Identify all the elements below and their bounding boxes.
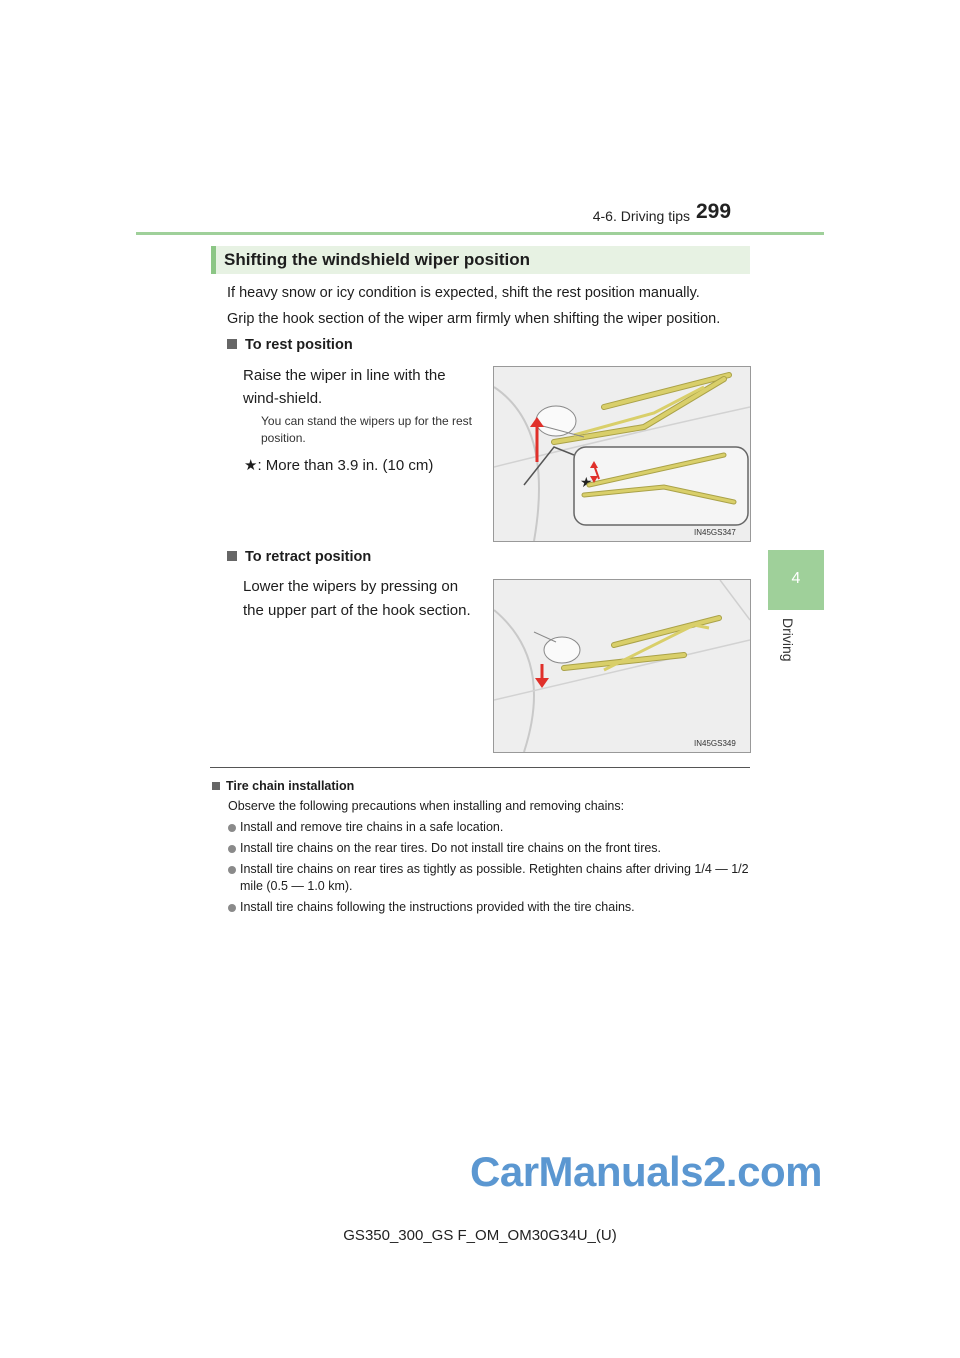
bullet-icon — [228, 904, 236, 912]
page-number: 299 — [696, 200, 732, 223]
header-divider — [136, 232, 824, 235]
rest-position-figure — [493, 366, 751, 542]
header-section-title: 4-6. Driving tips — [592, 208, 690, 224]
section-title: Shifting the windshield wiper position — [211, 246, 750, 274]
tire-chain-bullet-2 — [228, 840, 750, 857]
square-bullet-icon — [212, 782, 220, 790]
intro-paragraph-2: Grip the hook section of the wiper arm firmly when shifting the wiper position. — [227, 311, 721, 327]
notes-divider — [210, 767, 750, 768]
tire-chain-heading — [212, 779, 354, 793]
star-icon: ★ — [244, 457, 258, 474]
tire-chain-bullet-4 — [228, 899, 750, 916]
tire-chain-intro: Observe the following precautions when installing and removing chains: — [228, 799, 625, 813]
chapter-tab-number: 4 — [791, 570, 801, 587]
square-bullet-icon — [227, 339, 237, 349]
chapter-tab-label — [780, 618, 800, 678]
rest-position-heading — [227, 337, 353, 353]
retract-position-heading-text: To retract position — [245, 549, 372, 565]
retract-position-heading — [227, 549, 371, 565]
tire-chain-bullet-text: Install tire chains following the instructions provided with the tire chains. — [240, 900, 635, 914]
tire-chain-heading-text: Tire chain installation — [226, 779, 355, 793]
star-line-text: : More than 3.9 in. (10 cm) — [257, 457, 434, 474]
rest-position-note: You can stand the wipers up for the rest position. — [261, 414, 473, 445]
document-footer: GS350_300_GS F_OM_OM30G34U_(U) — [343, 1227, 617, 1244]
retract-figure-code: IN45GS349 — [694, 739, 736, 748]
retract-position-illustration — [494, 580, 750, 752]
bullet-icon — [228, 824, 236, 832]
tire-chain-bullet-3 — [228, 861, 754, 895]
tire-chain-bullet-1 — [228, 819, 750, 836]
tire-chain-bullet-text: Install tire chains on the rear tires. Do not install tire chains on the front tires. — [240, 841, 662, 855]
chapter-tab-label-text: Driving — [780, 618, 796, 662]
watermark-logo: CarManuals2.com — [470, 1148, 822, 1195]
retract-position-figure — [493, 579, 751, 753]
bullet-icon — [228, 866, 236, 874]
retract-position-body: Lower the wipers by pressing on the upper part of the hook section. — [243, 578, 471, 619]
bullet-icon — [228, 845, 236, 853]
rest-position-heading-text: To rest position — [245, 337, 353, 353]
square-bullet-icon — [227, 551, 237, 561]
rest-position-body: Raise the wiper in line with the wind-shield. — [243, 367, 446, 407]
rest-figure-code: IN45GS347 — [694, 528, 736, 537]
rest-position-star-line — [244, 454, 433, 477]
rest-position-illustration — [494, 367, 750, 541]
svg-text:★: ★ — [580, 475, 593, 491]
tire-chain-bullet-text: Install and remove tire chains in a safe location. — [240, 820, 504, 834]
intro-paragraph-1: If heavy snow or icy condition is expected, shift the rest position manually. — [227, 285, 700, 301]
tire-chain-bullet-text: Install tire chains on rear tires as tightly as possible. Retighten chains after driving 1/4 — 1/2 mile (0.5 — 1.0 km). — [240, 862, 749, 893]
